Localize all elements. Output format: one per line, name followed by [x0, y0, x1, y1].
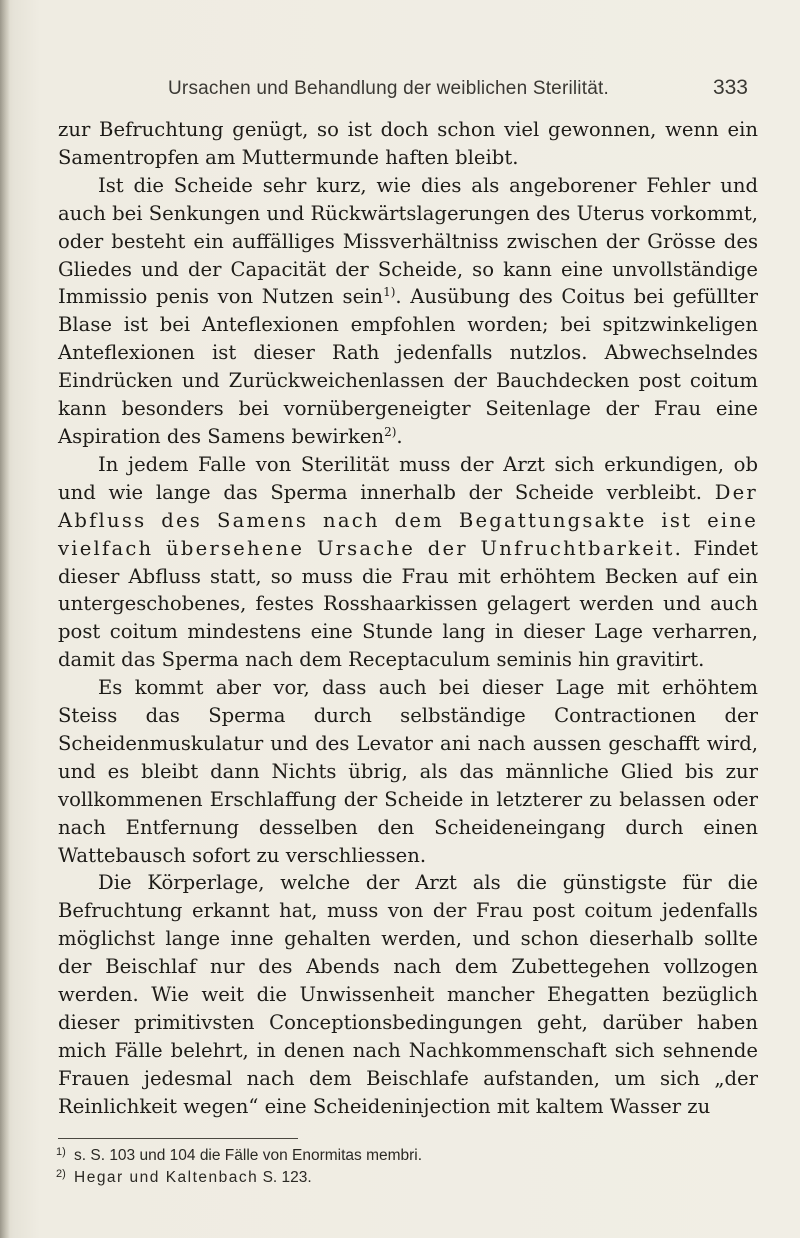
paragraph-2 [58, 172, 758, 451]
footnote-divider [58, 1138, 298, 1139]
paragraph-2-part-c: . [396, 424, 403, 448]
body-text [58, 116, 758, 1121]
paragraph-3 [58, 451, 758, 674]
emphasized-sentence: Der Abfluss des Samens nach dem Begattungsakte ist eine vielfach übersehene Ursache der Unfruchtbarkeit. [58, 480, 758, 560]
footnote-ref-2: 2) [384, 424, 397, 439]
paragraph-3-part-a: In jedem Falle von Sterilität muss der Arzt sich erkundigen, ob und wie lange das Sperma innerhalb der Scheide verbleibt. [58, 452, 758, 504]
paragraph-2-part-a: Ist die Scheide sehr kurz, wie dies als angeborener Fehler und auch bei Senkungen und Rückwärtslagerungen des Uterus vorkommt, oder besteht ein auffälliges Missverhältniss zwischen der Grösse des Gliedes und der Capacität der Scheide, so kann eine unvollständige Immissio penis von Nutzen sein [58, 173, 758, 309]
footnote-1-mark: 1) [56, 1146, 66, 1158]
footnote-1 [56, 1143, 756, 1165]
footnote-2 [56, 1165, 756, 1187]
footnote-2-text: S. 123. [258, 1169, 312, 1186]
page-binding-edge [0, 0, 10, 1238]
running-head [168, 72, 748, 102]
paragraph-1: zur Befruchtung genügt, so ist doch schon viel gewonnen, wenn ein Samentropfen am Muttermunde haften bleibt. [58, 118, 758, 169]
footnotes [56, 1143, 756, 1187]
footnote-2-mark: 2) [56, 1168, 66, 1180]
page-number: 333 [712, 76, 748, 99]
paragraph-3-part-b: Findet dieser Abfluss statt, so muss die Frau mit erhöhtem Becken auf ein untergeschobenes, festes Rosshaarkissen gelagert werden und auch post coitum mindestens eine Stunde lang in dieser Lage verharren, damit das Sperma nach dem Receptaculum seminis hin gravitirt. [58, 536, 758, 672]
paragraph-4: Es kommt aber vor, dass auch bei dieser Lage mit erhöhtem Steiss das Sperma durch selbständige Contractionen der Scheidenmuskulatur und des Levator ani nach aussen geschafft wird, und es bleibt dann Nichts übrig, als das männliche Glied bis zur vollkommenen Erschlaffung der Scheide in letzterer zu belassen oder nach Entfernung desselben den Scheideneingang durch einen Wattebausch sofort zu verschliessen. [58, 676, 758, 867]
paragraph-5: Die Körperlage, welche der Arzt als die günstigste für die Befruchtung erkannt hat, muss von der Frau post coitum jedenfalls möglichst lange inne gehalten werden, und schon dieserhalb sollte der Beischlaf nur des Abends nach dem Zubettegehen vollzogen werden. Wie weit die Unwissenheit mancher Ehegatten bezüglich dieser primitivsten Conceptionsbedingungen geht, darüber haben mich Fälle belehrt, in denen nach Nachkommenschaft sich sehnende Frauen jedesmal nach dem Beischlafe aufstanden, um sich „der Reinlichkeit wegen“ eine Scheideninjection mit kaltem Wasser zu [58, 871, 758, 1118]
footnote-1-text: s. S. 103 und 104 die Fälle von Enormitas membri. [74, 1147, 423, 1164]
footnote-2-authors: Hegar und Kaltenbach [74, 1169, 259, 1186]
running-head-title: Ursachen und Behandlung der weiblichen Sterilität. [168, 78, 609, 99]
footnote-ref-1: 1) [383, 285, 396, 300]
paragraph-2-part-b: . Ausübung des Coitus bei gefüllter Blase ist bei Anteflexionen empfohlen worden; bei spitzwinkeligen Anteflexionen ist dieser Rath jedenfalls nutzlos. Abwechselndes Eindrücken und Zurückweichenlassen der Bauchdecken post coitum kann besonders bei vornübergeneigter Seitenlage der Frau eine Aspiration des Samens bewirken [58, 285, 759, 448]
